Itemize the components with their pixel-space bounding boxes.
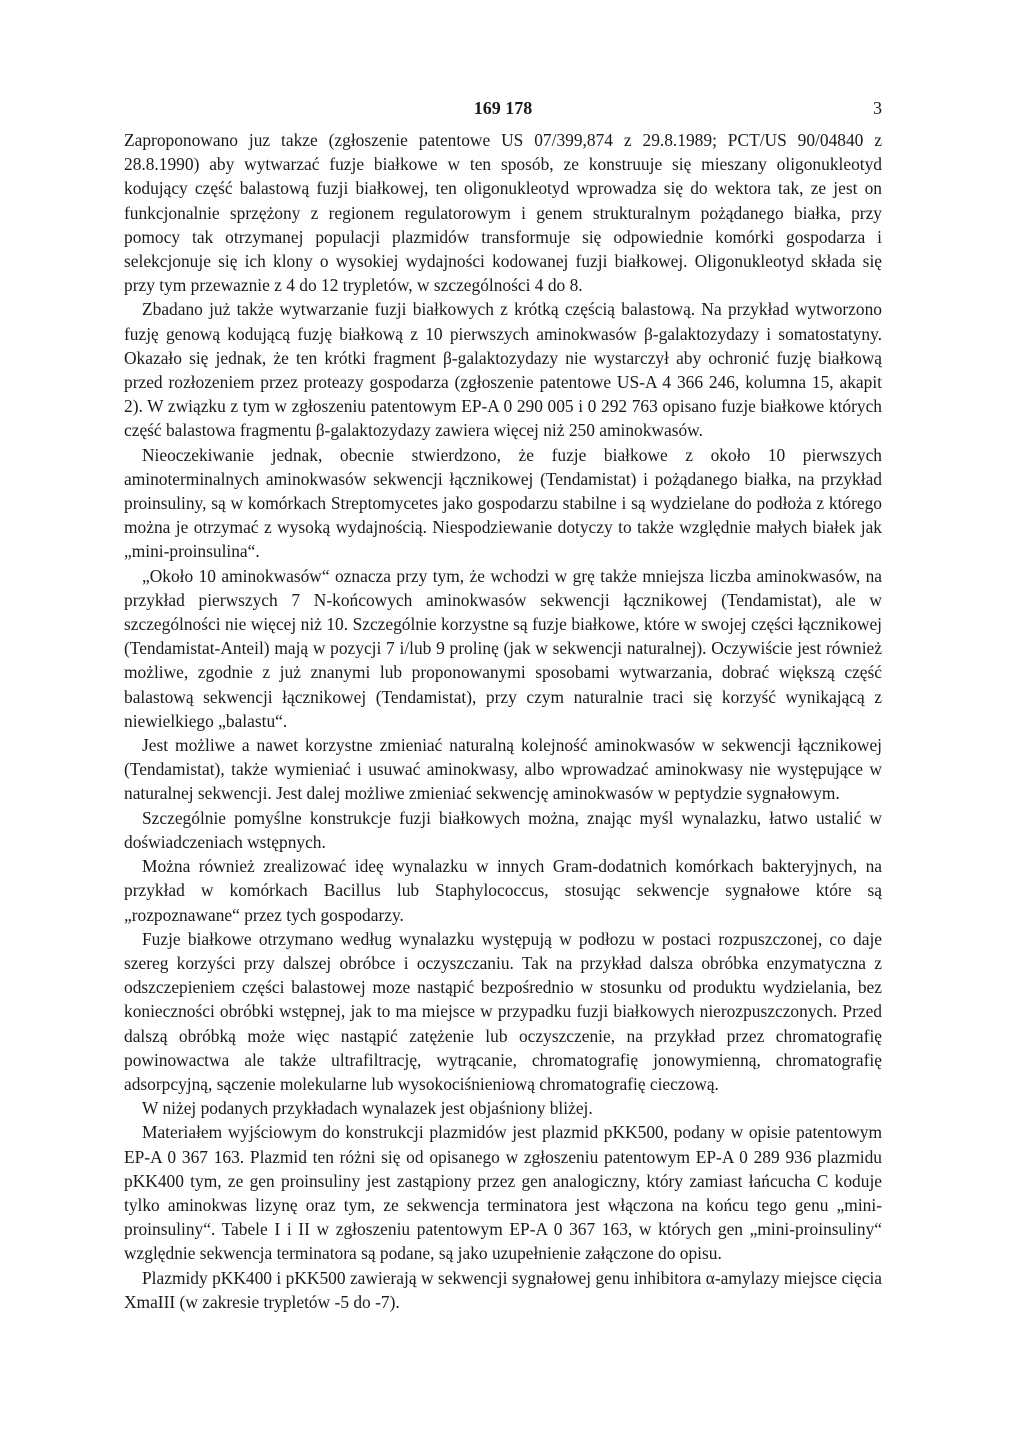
paragraph-1: Zaproponowano juz takze (zgłoszenie patentowe US 07/399,874 z 29.8.1989; PCT/US 90/04840 z 28.8.1990) aby wytwarzać fuzje białkowe w ten sposób, ze konstruuje się mieszany oligonukleotyd kodujący część balastową fuzji białkowej, ten oligonukleotyd wprowadza się do wektora tak, ze jest on funkcjonalnie sprzężony z regionem regulatorowym i genem strukturalnym pożądanego białka, przy pomocy tak otrzymanej populacji plazmidów transformuje się odpowiednie komórki gospodarza i selekcjonuje się ich klony o wysokiej wydajności kodowanej fuzji białkowej. Oligonukleotyd składa się przy tym przewaznie z 4 do 12 trypletów, w szczególności 4 do 8. <box>124 130 882 296</box>
paragraph-7: Można również zrealizować ideę wynalazku w innych Gram-dodatnich komórkach bakteryjnych, na przykład w komórkach Bacillus lub Staphylococcus, stosując sekwencje sygnałowe które są „rozpoznawane“ przez tych gospodarzy. <box>124 856 882 925</box>
page-number: 3 <box>873 98 882 118</box>
paragraph-10: Materiałem wyjściowym do konstrukcji plazmidów jest plazmid pKK500, podany w opisie patentowym EP-A 0 367 163. Plazmid ten różni się od opisanego w zgłoszeniu patentowym EP-A 0 289 936 plazmidu pKK400 tym, ze gen proinsuliny jest zastąpiony przez gen analogiczny, który zamiast łańcucha C koduje tylko aminokwas lizynę oraz tym, ze sekwencja terminatora jest włączona na końcu tego genu „mini-proinsuliny“. Tabele I i II w zgłoszeniu patentowym EP-A 0 367 163, w których gen „mini-proinsuliny“ względnie sekwencja terminatora są podane, są jako uzupełnienie załączone do opisu. <box>124 1122 882 1264</box>
paragraph-4: „Około 10 aminokwasów“ oznacza przy tym, że wchodzi w grę także mniejsza liczba aminokwasów, na przykład pierwszych 7 N-końcowych aminokwasów sekwencji łącznikowej (Tendamistat), ale w szczególności nie więcej niż 10. Szczególnie korzystne są fuzje białkowe, które w swojej części łącznikowej (Tendamistat-Anteil) mają w pozycji 7 i/lub 9 prolinę (jak w sekwencji naturalnej). Oczywiście jest również możliwe, zgodnie z już znanymi lub proponowanymi sposobami wytwarzania, dobrać większą część balastową sekwencji łącznikowej (Tendamistat), przy czym naturalnie traci się korzyść wynikającą z niewielkiego „balastu“. <box>124 565 882 731</box>
body-text <box>124 128 882 1314</box>
paragraph-2: Zbadano już także wytwarzanie fuzji białkowych z krótką częścią balastową. Na przykład wytworzono fuzję genową kodującą fuzję białkową z 10 pierwszych aminokwasów β-galaktozydazy i somatostatyny. Okazało się jednak, że ten krótki fragment β-galaktozydazy nie wystarczył aby ochronić fuzję białkową przed rozłozeniem przez proteazy gospodarza (zgłoszenie patentowe US-A 4 366 246, kolumna 15, akapit 2). W związku z tym w zgłoszeniu patentowym EP-A 0 290 005 i 0 292 763 opisano fuzje białkowe których część balastowa fragmentu β-galaktozydazy zawiera więcej niż 250 aminokwasów. <box>124 299 882 441</box>
paragraph-5: Jest możliwe a nawet korzystne zmieniać naturalną kolejność aminokwasów w sekwencji łącznikowej (Tendamistat), także wymieniać i usuwać aminokwasy, albo wprowadzać aminokwasy nie występujące w naturalnej sekwencji. Jest dalej możliwe zmieniać sekwencję aminokwasów w peptydzie sygnałowym. <box>124 735 882 804</box>
paragraph-8: Fuzje białkowe otrzymano według wynalazku występują w podłozu w postaci rozpuszczonej, co daje szereg korzyści przy dalszej obróbce i oczyszczaniu. Tak na przykład dalsza obróbka enzymatyczna z odszczepieniem części balastowej moze nastąpić bezpośrednio w stosunku od produktu wydzielania, bez konieczności obróbki wstępnej, jak to ma miejsce w przypadku fuzji białkowych nierozpuszczonych. Przed dalszą obróbką może więc nastąpić zatężenie lub oczyszczenie, na przykład przez chromatografię powinowactwa ale także ultrafiltrację, wytrącanie, chromatografię jonowymienną, chromatografię adsorpcyjną, sączenie molekularne lub wysokociśnieniową chromatografię cieczową. <box>124 928 882 1094</box>
paragraph-3: Nieoczekiwanie jednak, obecnie stwierdzono, że fuzje białkowe z około 10 pierwszych aminoterminalnych aminokwasów sekwencji łącznikowej (Tendamistat) i pożądanego białka, na przykład proinsuliny, są w komórkach Streptomycetes jako gospodarzu stabilne i są wydzielane do podłoża z którego można je otrzymać z wysoką wydajnością. Niespodziewanie dotyczy to także względnie małych białek jak „mini-proinsulina“. <box>124 444 882 562</box>
paragraph-11: Plazmidy pKK400 i pKK500 zawierają w sekwencji sygnałowej genu inhibitora α-amylazy miejsce cięcia XmaIII (w zakresie trypletów -5 do -7). <box>124 1267 882 1312</box>
paragraph-6: Szczególnie pomyślne konstrukcje fuzji białkowych można, znając myśl wynalazku, łatwo ustalić w doświadczeniach wstępnych. <box>124 807 882 852</box>
page-header <box>124 96 882 120</box>
paragraph-9: W niżej podanych przykładach wynalazek jest objaśniony bliżej. <box>142 1098 593 1119</box>
document-number: 169 178 <box>473 98 533 118</box>
